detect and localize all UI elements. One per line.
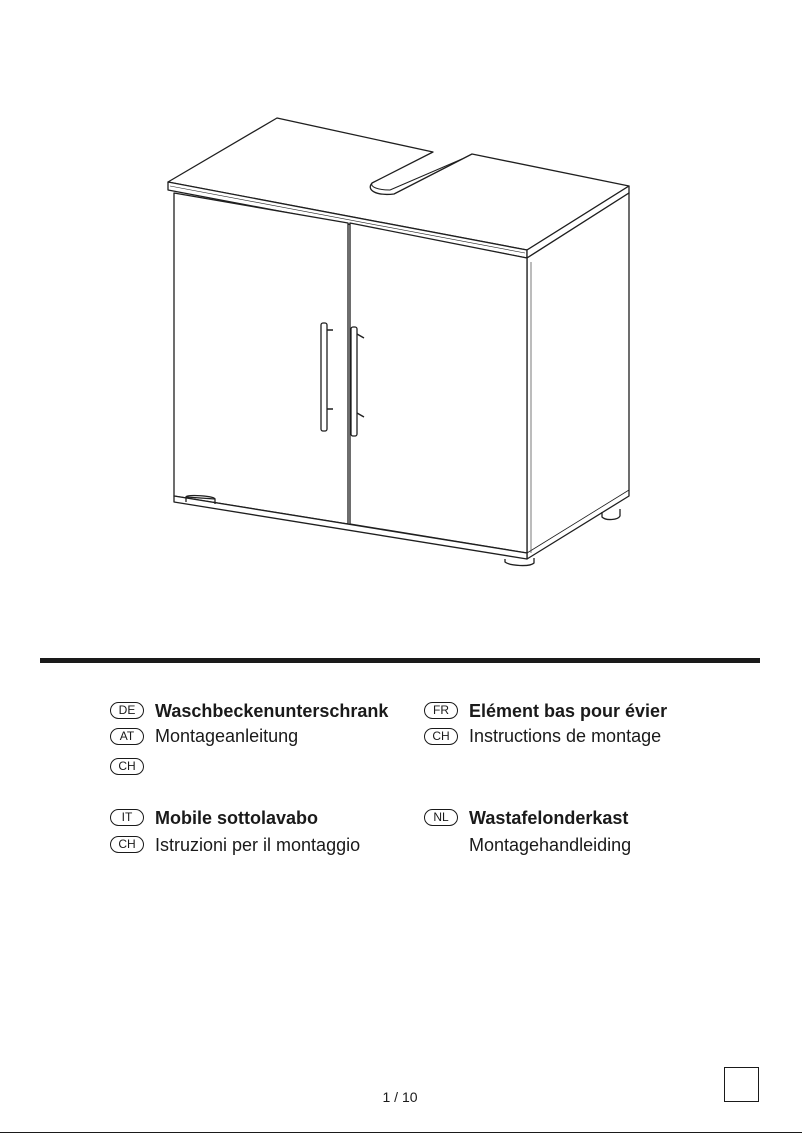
lang-badge-it: IT: [110, 809, 144, 826]
foot: [505, 558, 534, 566]
lang-badge-fr: FR: [424, 702, 458, 719]
lang-badge-ch-it: CH: [110, 836, 144, 853]
lang-badge-ch-de: CH: [110, 758, 144, 775]
subtitle-ch-it: Istruzioni per il montaggio: [155, 835, 361, 855]
subtitle-at: Montageanleitung: [155, 726, 299, 746]
corner-box: [724, 1067, 759, 1102]
title-it: Mobile sottolavabo: [155, 808, 319, 828]
title-fr: Elément bas pour évier: [469, 701, 668, 721]
page-number: 1 / 10: [382, 1089, 418, 1105]
lang-badge-at: AT: [110, 728, 144, 745]
left-door-handle: [321, 323, 327, 431]
bottom-line: [0, 1132, 802, 1133]
lang-badge-ch-fr: CH: [424, 728, 458, 745]
subtitle-ch-fr: Instructions de montage: [469, 726, 662, 746]
right-door-handle: [351, 327, 357, 436]
lang-badge-de: DE: [110, 702, 144, 719]
right-door: [350, 223, 527, 553]
divider-rule: [40, 658, 760, 663]
cabinet-side: [527, 193, 629, 559]
subtitle-nl: Montagehandleiding: [469, 835, 632, 855]
title-de: Waschbeckenunterschrank: [155, 701, 389, 721]
title-nl: Wastafelonderkast: [469, 808, 629, 828]
lang-badge-nl: NL: [424, 809, 458, 826]
